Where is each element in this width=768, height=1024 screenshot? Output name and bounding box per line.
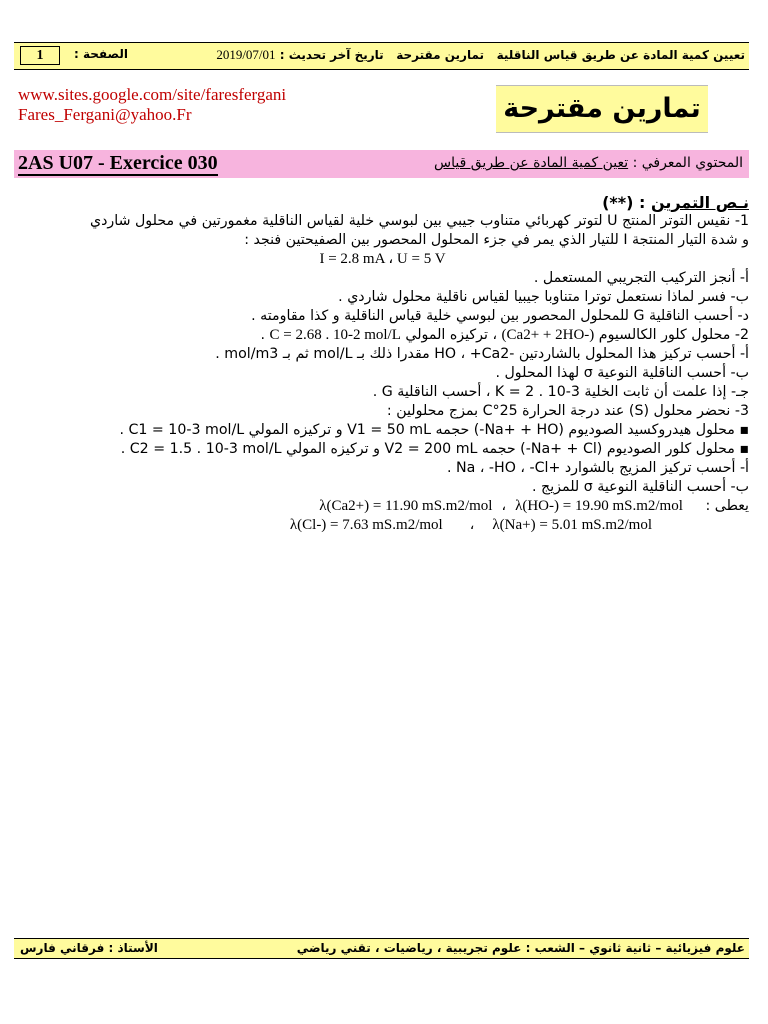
series-ribbon: تمارين مقترحة: [496, 85, 708, 133]
title-main: تعيين كمية المادة عن طريق قياس الناقلية: [496, 48, 745, 62]
update-label: تاريخ آخر تحديث :: [279, 48, 384, 62]
document-title: [216, 47, 745, 63]
q3-a: أ- أحسب تركيز المزيج بالشوارد +Na ، -HO ، -Cl .: [447, 460, 749, 476]
q1-values: I = 2.8 mA ، U = 5 V: [319, 251, 446, 267]
q2-intro-conc: C = 2.68 . 10-2 mol/L: [269, 327, 401, 343]
topic-value: تعين كمية المادة عن طريق قياس: [434, 155, 629, 171]
q2-intro-text: 2- محلول كلور الكالسيوم: [598, 327, 749, 343]
page-number: 1: [20, 46, 60, 65]
exercise-heading: [16, 193, 749, 212]
q2-b: ب- أحسب الناقلية النوعية σ لهذا المحلول .: [495, 365, 749, 381]
lambda-ca: λ(Ca2+) = 11.90 mS.m2/mol: [319, 498, 493, 514]
q3-item1: ▪ محلول هيدروكسيد الصوديوم (Na+ + HO-) حجمه V1 = 50 mL و تركيزه المولي C1 = 10-3 mol/L .: [119, 422, 749, 438]
topic-label: المحتوي المعرفي :: [632, 155, 743, 171]
q1-d: د- أحسب الناقلية G للمحلول المحصور بين لبوسي خلية قياس الناقلية و كذا مقاومته .: [251, 308, 749, 324]
q2-c: جـ- إذا علمت أن ثابت الخلية K = 2 . 10-3 ، أحسب الناقلية G .: [372, 384, 749, 400]
q3-item2: ▪ محلول كلور الصوديوم (Na+ + Cl-) حجمه V2 = 200 mL و تركيزه المولي C2 = 1.5 . 10-3 mol/L .: [120, 441, 749, 457]
footer-bar: [14, 938, 749, 959]
contact-block: [18, 85, 286, 125]
q1-line1: 1- نقيس التوتر المنتج U لتوتر كهربائي متناوب جيبي بين لبوسي خلية لقياس الناقلية مغمورتين في محلول شاردي: [89, 213, 749, 229]
exercise-body: [16, 193, 749, 535]
q2-a: أ- أحسب تركيز هذا المحلول بالشاردتين -HO ، +Ca2 مقدرا ذلك بـ mol/L ثم بـ mol/m3 .: [215, 346, 749, 362]
q2-intro-conc-label: ، تركيزه المولي: [405, 327, 498, 343]
given-row-2: λ(Cl-) = 7.63 mS.m2/mol ، λ(Na+) = 5.01 mS.m2/mol: [289, 517, 652, 533]
q2-intro-formula: (Ca2+ + 2HO-): [501, 327, 595, 343]
exercise-code: 2AS U07 - Exercice 030: [18, 152, 218, 174]
q1-b: ب- فسر لماذا نستعمل توترا متناوبا جيبيا لقياس ناقلية محلول شاردي .: [338, 289, 749, 305]
heading-level: : (**): [602, 193, 646, 212]
footer-teacher: الأستاذ : فرقاني فارس: [20, 941, 158, 955]
lambda-na: λ(Na+) = 5.01 mS.m2/mol: [492, 517, 652, 533]
footer-level: علوم فيزيائية – ثانية ثانوي – الشعب : علوم تجريبية ، رياضيات ، تقني رياضي: [296, 941, 745, 955]
email-link[interactable]: Fares_Fergani@yahoo.Fr: [18, 105, 192, 124]
given-label: يعطى :: [705, 498, 749, 514]
q3-b: ب- أحسب الناقلية النوعية σ للمزيج .: [532, 479, 749, 495]
exercise-strip: [14, 150, 749, 178]
lambda-ho: λ(HO-) = 19.90 mS.m2/mol: [515, 498, 683, 514]
exercise-topic: [434, 155, 743, 171]
q1-a: أ- أنجز التركيب التجريبي المستعمل .: [533, 270, 749, 286]
given-row-1: يعطى : λ(Ca2+) = 11.90 mS.m2/mol ، λ(HO-) = 19.90 mS.m2/mol: [319, 498, 749, 514]
website-link[interactable]: www.sites.google.com/site/faresfergani: [18, 85, 287, 104]
q2-intro: 2- محلول كلور الكالسيوم (Ca2+ + 2HO-) ، تركيزه المولي C = 2.68 . 10-2 mol/L .: [260, 327, 749, 343]
page-label: الصفحة :: [74, 47, 128, 61]
heading-label: نـص التمرين: [651, 193, 749, 212]
update-date: 2019/07/01: [216, 47, 276, 62]
header-bar: [14, 42, 749, 70]
title-series: تمارين مقترحة: [396, 48, 485, 62]
q1-line2: و شدة التيار المنتجة I للتيار الذي يمر في جزء المحلول المحصور بين الصفيحتين فنجد :: [244, 232, 749, 248]
lambda-cl: λ(Cl-) = 7.63 mS.m2/mol: [289, 517, 443, 533]
q3-intro: 3- نحضر محلول (S) عند درجة الحرارة 25°C بمزج محلولين :: [386, 403, 749, 419]
